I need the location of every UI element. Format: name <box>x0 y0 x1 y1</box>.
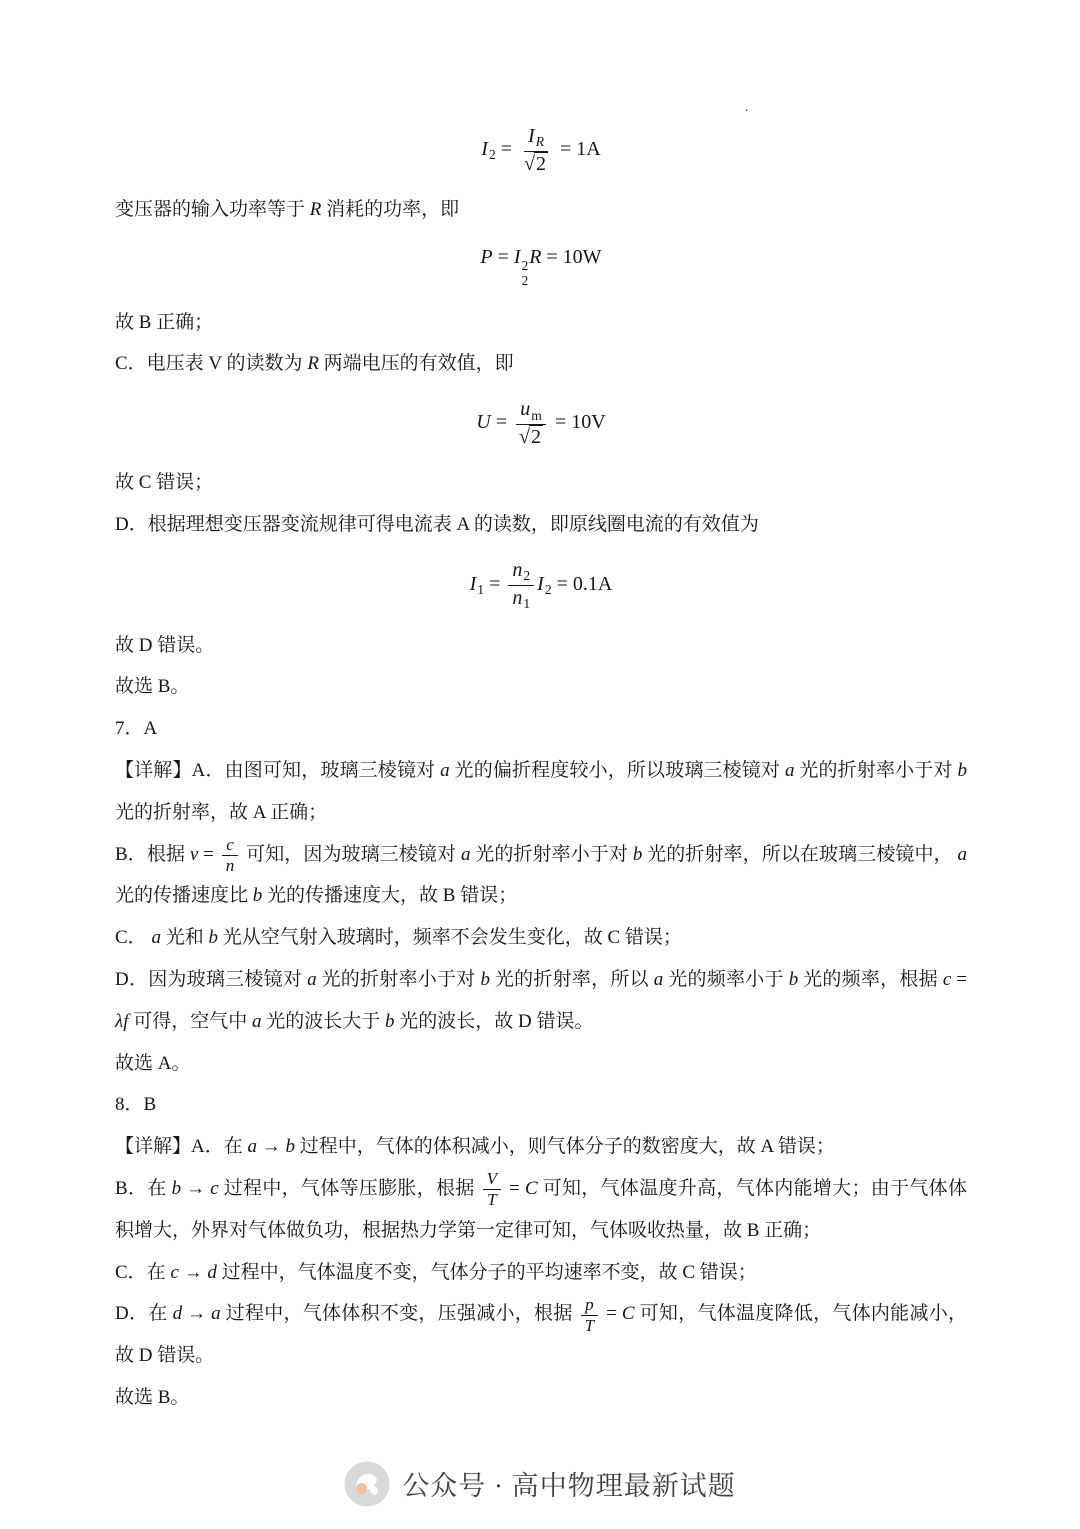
heading-q8-answer <box>115 1084 967 1126</box>
math-variable: b <box>957 760 967 782</box>
sqrt-expression <box>519 426 543 449</box>
text-run: 【详解】A．由图可知，玻璃三棱镜对 <box>115 760 441 782</box>
text-run: 光的折射率小于对 <box>470 843 633 865</box>
math-variable: a <box>957 843 967 865</box>
text-run: C．电压表 V 的读数为 <box>115 353 308 375</box>
math-variable: v <box>189 843 199 865</box>
math-variable: c <box>170 1261 179 1283</box>
subscript: 2 <box>523 568 531 584</box>
text-run: = <box>495 138 518 161</box>
fraction-denominator <box>515 425 547 449</box>
fraction <box>581 1296 599 1335</box>
para-q7-detail-b <box>115 834 967 918</box>
math-variable: p <box>585 1294 594 1314</box>
math-variable: b <box>385 1010 395 1032</box>
para-q8-detail-a <box>115 1126 967 1168</box>
text-run: → <box>181 1178 211 1200</box>
para-answer-q7 <box>115 1043 967 1085</box>
text-run: = 1A <box>555 138 601 161</box>
text-run: 两端电压的有效值，即 <box>318 353 514 375</box>
footer-label: 公众号 · 高中物理最新试题 <box>402 1471 736 1502</box>
subscripted-variable <box>537 572 552 598</box>
text-run: = <box>492 245 514 268</box>
text-run: 可知，气体温度降低，气体内能减小，故 D 错误。 <box>115 1303 967 1367</box>
text-run: 消耗的功率，即 <box>321 198 460 220</box>
text-run: 可得，空气中 <box>128 1010 253 1032</box>
subsup-variable <box>513 245 529 288</box>
formula-voltmeter-reading <box>115 398 967 449</box>
fraction-numerator <box>524 125 548 152</box>
text-run: 过程中，气体体积不变，压强减小，根据 <box>220 1303 578 1325</box>
stray-mark: . <box>745 100 749 115</box>
text-run: → <box>182 1303 212 1325</box>
text-run: = <box>504 1178 525 1200</box>
text-run: = 0.1A <box>551 572 613 595</box>
text-run: 故 C 错误； <box>115 472 214 494</box>
text-run: 故选 A。 <box>115 1052 191 1074</box>
para-answer-q8 <box>115 1377 967 1419</box>
text-run: 光的传播速度比 <box>115 885 253 907</box>
text-run: B．在 <box>115 1178 172 1200</box>
math-variable: R <box>309 198 322 220</box>
fraction <box>222 836 239 875</box>
text-run: 可知，气体温度升高，气体内能增大；由于气体体积增大，外界对气体做负功，根据热力学第一定律可知，气体吸收热量，故 B 正确； <box>115 1178 967 1241</box>
math-variable: P <box>480 245 493 268</box>
radicand <box>534 152 548 175</box>
text-run: = <box>601 1303 622 1325</box>
text-run: 故选 B。 <box>115 676 190 698</box>
formula-input-power <box>115 244 967 289</box>
para-q7-detail-a <box>115 750 967 834</box>
math-variable: a <box>307 969 317 991</box>
subscripted-variable <box>520 398 542 423</box>
math-variable: b <box>788 969 799 991</box>
text-run: 光的折射率小于对 <box>316 969 481 991</box>
text-run: 光的折射率，所以在玻璃三棱镜中， <box>642 843 958 865</box>
text-run: 光的频率小于 <box>663 969 789 991</box>
text-run: D．因为玻璃三棱镜对 <box>115 969 308 991</box>
text-run: 故 B 正确； <box>115 311 214 333</box>
wechat-official-account-icon <box>344 1461 390 1507</box>
text-run: 光的折射率，故 A 正确； <box>115 801 328 823</box>
para-option-b-correct <box>115 302 967 344</box>
text-run: C．在 <box>115 1261 171 1283</box>
text-run: 光从空气射入玻璃时，频率不会发生变化，故 C 错误； <box>217 927 682 949</box>
math-variable: C <box>621 1303 635 1325</box>
sqrt-expression <box>524 153 548 176</box>
subscripted-variable <box>528 125 544 150</box>
math-variable: b <box>480 969 490 991</box>
para-q7-detail-d <box>115 959 967 1043</box>
base: I <box>469 572 477 595</box>
text-run: 光的偏折程度较小，所以玻璃三棱镜对 <box>449 760 785 782</box>
subscripted-variable <box>469 572 485 598</box>
formula-secondary-current <box>115 125 967 176</box>
fraction <box>515 398 547 449</box>
math-variable: a <box>460 843 471 865</box>
text-run: 光的波长，故 D 错误。 <box>394 1010 594 1032</box>
para-transformer-power <box>115 189 967 231</box>
math-variable: a <box>252 1010 262 1032</box>
math-variable: b <box>171 1178 182 1200</box>
text-run: 光的折射率小于对 <box>794 760 958 782</box>
math-variable: V <box>486 1169 498 1189</box>
text-run: → <box>256 1136 286 1158</box>
fraction-numerator <box>508 559 534 586</box>
text-run: 过程中，气体的体积减小，则气体分子的数密度大，故 A 错误； <box>294 1136 835 1158</box>
math-variable: a <box>440 760 450 782</box>
heading-q7-answer <box>115 708 967 750</box>
math-variable: a <box>211 1303 221 1325</box>
math-variable: C <box>524 1178 538 1200</box>
base: n <box>512 586 523 609</box>
math-variable: a <box>653 969 664 991</box>
text-run: 光的折射率，所以 <box>489 969 654 991</box>
math-variable: c <box>226 834 234 854</box>
radical-sign: √ <box>519 426 530 449</box>
math-variable: λf <box>115 1010 129 1032</box>
subscript: R <box>535 134 544 150</box>
text-run: 光的传播速度大，故 B 错误； <box>262 885 518 907</box>
fraction <box>520 125 552 176</box>
fraction-denominator <box>222 856 239 875</box>
text-run: 可知，因为玻璃三棱镜对 <box>241 843 461 865</box>
subscript: m <box>531 407 542 423</box>
text-run: = 10V <box>549 411 606 434</box>
math-variable: d <box>172 1303 183 1325</box>
base: I <box>537 572 544 595</box>
text-run: 过程中，气体温度不变，气体分子的平均速率不变，故 C 错误； <box>216 1261 757 1283</box>
fraction-numerator <box>516 398 546 425</box>
footer-watermark <box>0 1461 1080 1507</box>
text-run: C． <box>115 927 152 949</box>
radicand <box>529 425 543 448</box>
text-run: 2 <box>536 152 546 175</box>
math-variable: T <box>584 1315 595 1335</box>
text-run: 光和 <box>160 927 209 949</box>
text-run: 光的频率，根据 <box>798 969 943 991</box>
text-run: = <box>484 572 506 595</box>
formula-ammeter-reading <box>115 559 967 612</box>
text-run: B．根据 <box>115 843 190 865</box>
math-variable: U <box>476 411 491 434</box>
base: I <box>481 138 488 161</box>
text-run: D．根据理想变压器变流规律可得电流表 A 的读数，即原线圈电流的有效值为 <box>115 513 759 535</box>
fraction-denominator <box>520 152 552 176</box>
text-run: → <box>178 1261 208 1283</box>
math-variable: c <box>210 1178 219 1200</box>
math-variable: b <box>632 843 643 865</box>
math-variable: a <box>247 1136 257 1158</box>
radical-sign: √ <box>524 152 535 175</box>
fraction-numerator <box>581 1296 598 1316</box>
fraction <box>508 559 534 612</box>
text-run: 7．A <box>115 718 158 740</box>
subscript: 2 <box>544 582 552 598</box>
math-variable: R <box>307 353 319 375</box>
fraction-denominator <box>483 1190 501 1209</box>
subscripted-variable <box>512 586 531 612</box>
subscripted-variable <box>481 138 496 163</box>
text-run: 【详解】A．在 <box>115 1136 248 1158</box>
math-variable: R <box>529 245 542 268</box>
math-variable: b <box>252 885 263 907</box>
base: u <box>520 398 531 421</box>
base: I <box>528 125 535 147</box>
para-option-c <box>115 343 967 385</box>
math-variable: a <box>784 760 795 782</box>
subscript: 1 <box>477 582 485 598</box>
fraction-denominator <box>508 586 534 612</box>
subscript: 1 <box>523 596 531 612</box>
fraction-numerator <box>483 1170 501 1190</box>
text-run: = <box>951 969 967 991</box>
base: n <box>512 558 523 581</box>
text-run: = 10W <box>541 245 602 268</box>
text-run: 8．B <box>115 1094 157 1116</box>
para-q8-detail-b <box>115 1168 967 1252</box>
text-run: 2 <box>530 426 541 449</box>
base: I <box>513 245 521 268</box>
math-variable: d <box>207 1261 217 1283</box>
para-q7-detail-c <box>115 917 967 959</box>
fraction-denominator <box>581 1316 599 1335</box>
para-option-d-wrong <box>115 625 967 667</box>
text-run: D．在 <box>115 1303 173 1325</box>
text-run: = <box>198 843 219 865</box>
para-q8-detail-c <box>115 1252 967 1294</box>
math-variable: b <box>285 1136 295 1158</box>
text-run: 变压器的输入功率等于 <box>115 198 310 220</box>
text-run: 故 D 错误。 <box>115 634 215 656</box>
script-stack <box>522 259 529 289</box>
subscript: 2 <box>488 147 496 163</box>
math-variable: T <box>487 1190 497 1210</box>
superscript: 2 <box>521 258 529 274</box>
para-answer-q6 <box>115 666 967 708</box>
para-option-c-wrong <box>115 462 967 504</box>
para-option-d <box>115 504 967 546</box>
fraction <box>483 1170 501 1209</box>
math-variable: n <box>225 855 235 875</box>
math-variable: b <box>208 927 218 949</box>
fraction-numerator <box>222 836 238 856</box>
text-run: 过程中，气体等压膨胀，根据 <box>218 1178 480 1200</box>
text-run: 光的波长大于 <box>261 1010 386 1032</box>
math-variable: a <box>151 927 161 949</box>
subscript: 2 <box>521 272 529 288</box>
subscripted-variable <box>512 558 531 584</box>
text-run: = <box>490 411 512 434</box>
math-variable: c <box>942 969 952 991</box>
text-run: 故选 B。 <box>115 1387 190 1409</box>
para-q8-detail-d <box>115 1293 967 1377</box>
